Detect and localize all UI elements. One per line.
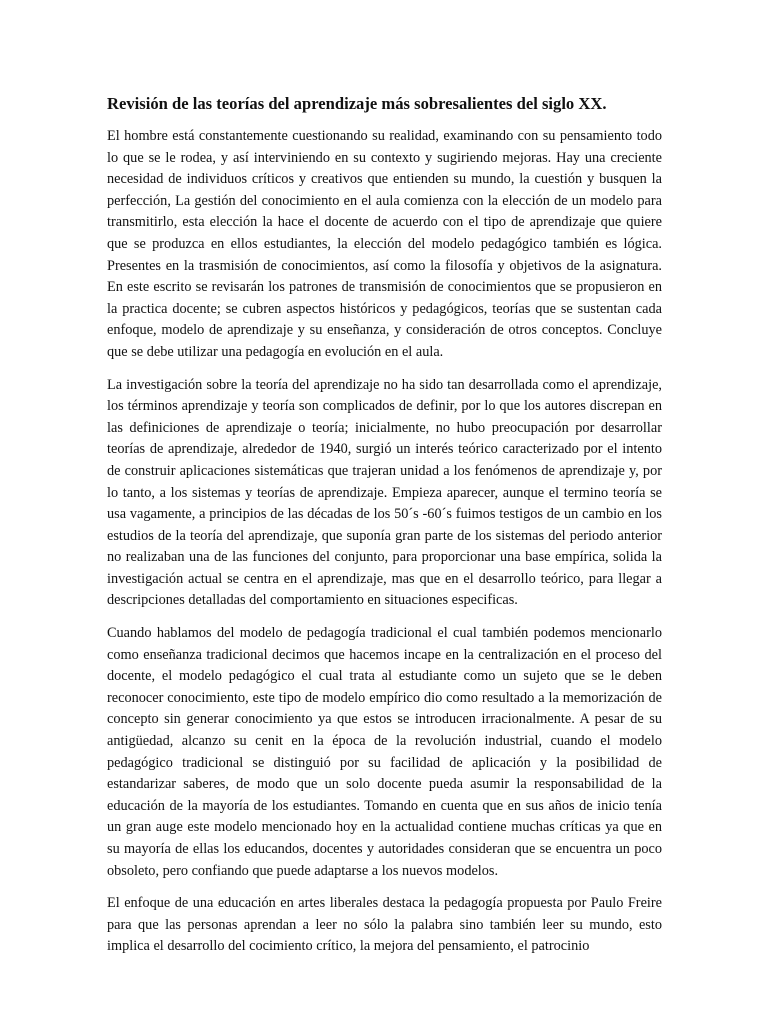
paragraph-learning-theory: La investigación sobre la teoría del aprendizaje no ha sido tan desarrollada como el aprendizaje, los términos aprendizaje y teoría son complicados de definir, por lo que los autores discrepan en las definiciones de aprendizaje o teoría; inicialmente, no hubo preocupación por desarrollar teorías de aprendizaje, alrededor de 1940, surgió un interés teórico caracterizado por el intento de construir aplicaciones sistemáticas que trajeran unidad a los fenómenos de aprendizaje y, por lo tanto, a los sistemas y teorías de aprendizaje. Empieza aparecer, aunque el termino teoría se usa vagamente, a principios de las décadas de los 50´s -60´s fuimos testigos de un cambio en los estudios de la teoría del aprendizaje, que suponía gran parte de los sistemas del periodo anterior no realizaban una de las funciones del conjunto, para proporcionar una base empírica, solida la investigación actual se centra en el aprendizaje, mas que en el desarrollo teórico, para llegar a descripciones detalladas del comportamiento en situaciones especificas. xyxy=(107,376,662,609)
paragraph-traditional-pedagogy: Cuando hablamos del modelo de pedagogía tradicional el cual también podemos mencionarlo como enseñanza tradicional decimos que hacemos incape en la centralización en el proceso del docente, el modelo pedagógico el cual trata al estudiante como un sujeto que se le deben reconocer conocimiento, este tipo de modelo empírico dio como resultado a la memorización de concepto sin generar conocimiento ya que estos se introducen irracionalmente. A pesar de su antigüedad, alcanzo su cenit en la época de la revolución industrial, cuando el modelo pedagógico tradicional se distinguió por su facilidad de aplicación y la posibilidad de estandarizar saberes, de modo que un solo docente pueda asumir la responsabilidad de la educación de la mayoría de los estudiantes. Tomando en cuenta que en sus años de inicio tenía un gran auge este modelo mencionado hoy en la actualidad contiene muchas críticas ya que en su mayoría de ellas los educandos, docentes y autoridades consideran que se encuentra un poco obsoleto, pero confiando que puede adaptarse a los nuevos modelos. xyxy=(107,625,662,879)
document-title: Revisión de las teorías del aprendizaje más sobresalientes del siglo XX. xyxy=(107,94,607,113)
document-body xyxy=(107,94,662,969)
paragraph-intro: El hombre está constantemente cuestionando su realidad, examinando con su pensamiento todo lo que se le rodea, y así interviniendo en su contexto y sugiriendo mejoras. Hay una creciente necesidad de individuos críticos y creativos que entienden su mundo, la cuestión y busquen la perfección, La gestión del conocimiento en el aula comienza con la elección de un modelo para transmitirlo, esta elección la hace el docente de acuerdo con el tipo de aprendizaje que quiere que se produzca en ellos estudiantes, la elección del modelo pedagógico también es lógica. Presentes en la trasmisión de conocimientos, así como la filosofía y objetivos de la asignatura. En este escrito se revisarán los patrones de transmisión de conocimientos que se propusieron en la practica docente; se cubren aspectos históricos y pedagógicos, teorías que se sustentan cada enfoque, modelo de aprendizaje y su enseñanza, y consideración de otros conceptos. Concluye que se debe utilizar una pedagogía en evolución en el aula. xyxy=(107,128,662,360)
paragraph-liberal-arts: El enfoque de una educación en artes liberales destaca la pedagogía propuesta por Paulo Freire para que las personas aprendan a leer no sólo la palabra sino también leer su mundo, esto implica el desarrollo del cocimiento crítico, la mejora del pensamiento, el patrocinio xyxy=(107,895,662,955)
